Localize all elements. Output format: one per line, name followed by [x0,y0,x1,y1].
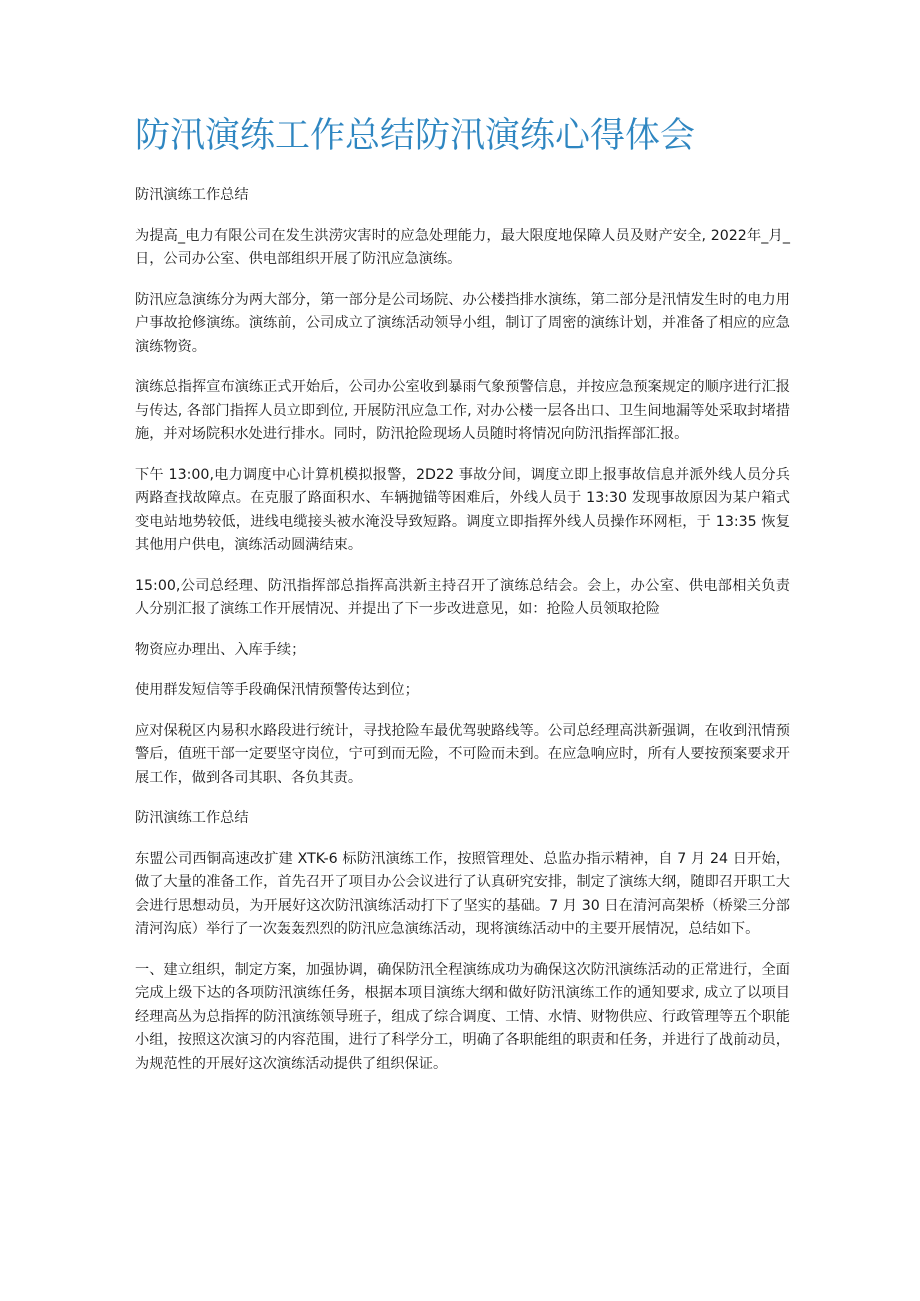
paragraph: 物资应办理出、入库手续； [135,641,306,658]
paragraph: 下午 13:00,电力调度中心计算机模拟报警，2D22 事故分间，调度立即上报事故信息并派外线人员分兵两路查找故障点。在克服了路面积水、车辆抛锚等困难后，外线人员于 13:30 发现事故原因为某户箱式变电站地势较低，进线电缆接头被水淹没导致短路。调度立即指挥外线人员操作环网柜，于 13:35 恢复其他用户供电，演练活动圆满结束。 [135,466,790,553]
paragraph: 应对保税区内易积水路段进行统计，寻找抢险车最优驾驶路线等。公司总经理高洪新强调，在收到汛情预警后，值班干部一定要坚守岗位，宁可到而无险，不可险而未到。在应急响应时，所有人要按预案要求开展工作，做到各司其职、各负其责。 [135,722,790,786]
paragraph: 一、建立组织，制定方案，加强协调，确保防汛全程演练成功为确保这次防汛演练活动的正常进行，全面完成上级下达的各项防汛演练任务，根据本项目演练大纲和做好防汛演练工作的通知要求, 成立了以项目经理高丛为总指挥的防汛演练领导班子，组成了综合调度、工情、水情、财物供应、行政管理等五个职能小组，按照这次演习的内容范围，进行了科学分工，明确了各职能组的职责和任务，并进行了战前动员，为规范性的开展好这次演练活动提供了组织保证。 [135,961,790,1072]
paragraph: 防汛应急演练分为两大部分，第一部分是公司场院、办公楼挡排水演练，第二部分是汛情发生时的电力用户事故抢修演练。演练前，公司成立了演练活动领导小组，制订了周密的演练计划，并准备了相应的应急演练物资。 [135,291,790,355]
paragraph: 东盟公司西铜高速改扩建 XTK-6 标防汛演练工作，按照管理处、总监办指示精神，自 7 月 24 日开始，做了大量的准备工作，首先召开了项目办公会议进行了认真研究安排，制定了演练大纲，随即召开职工大会进行思想动员，为开展好这次防汛演练活动打下了坚实的基础。7 月 30 日在清河高架桥（桥梁三分部清河沟底）举行了一次轰轰烈烈的防汛应急演练活动，现将演练活动中的主要开展情况，总结如下。 [135,850,790,937]
paragraph: 为提高_电力有限公司在发生洪涝灾害时的应急处理能力，最大限度地保障人员及财产安全, 2022年_月_日，公司办公室、供电部组织开展了防汛应急演练。 [135,227,790,267]
paragraph: 15:00,公司总经理、防汛指挥部总指挥高洪新主持召开了演练总结会。会上，办公室、供电部相关负责人分别汇报了演练工作开展情况、并提出了下一步改进意见，如：抢险人员领取抢险 [135,577,790,617]
paragraph: 演练总指挥宣布演练正式开始后，公司办公室收到暴雨气象预警信息，并按应急预案规定的顺序进行汇报与传达, 各部门指挥人员立即到位, 开展防汛应急工作, 对办公楼一层各出口、卫生间地漏等处采取封堵措施，并对场院积水处进行排水。同时，防汛抢险现场人员随时将情况向防汛指挥部汇报。 [135,379,790,442]
document-title: 防汛演练工作总结防汛演练心得体会 [135,116,696,156]
section-heading: 防汛演练工作总结 [135,187,249,203]
section-heading: 防汛演练工作总结 [135,810,249,826]
paragraph: 使用群发短信等手段确保汛情预警传达到位； [135,682,419,698]
